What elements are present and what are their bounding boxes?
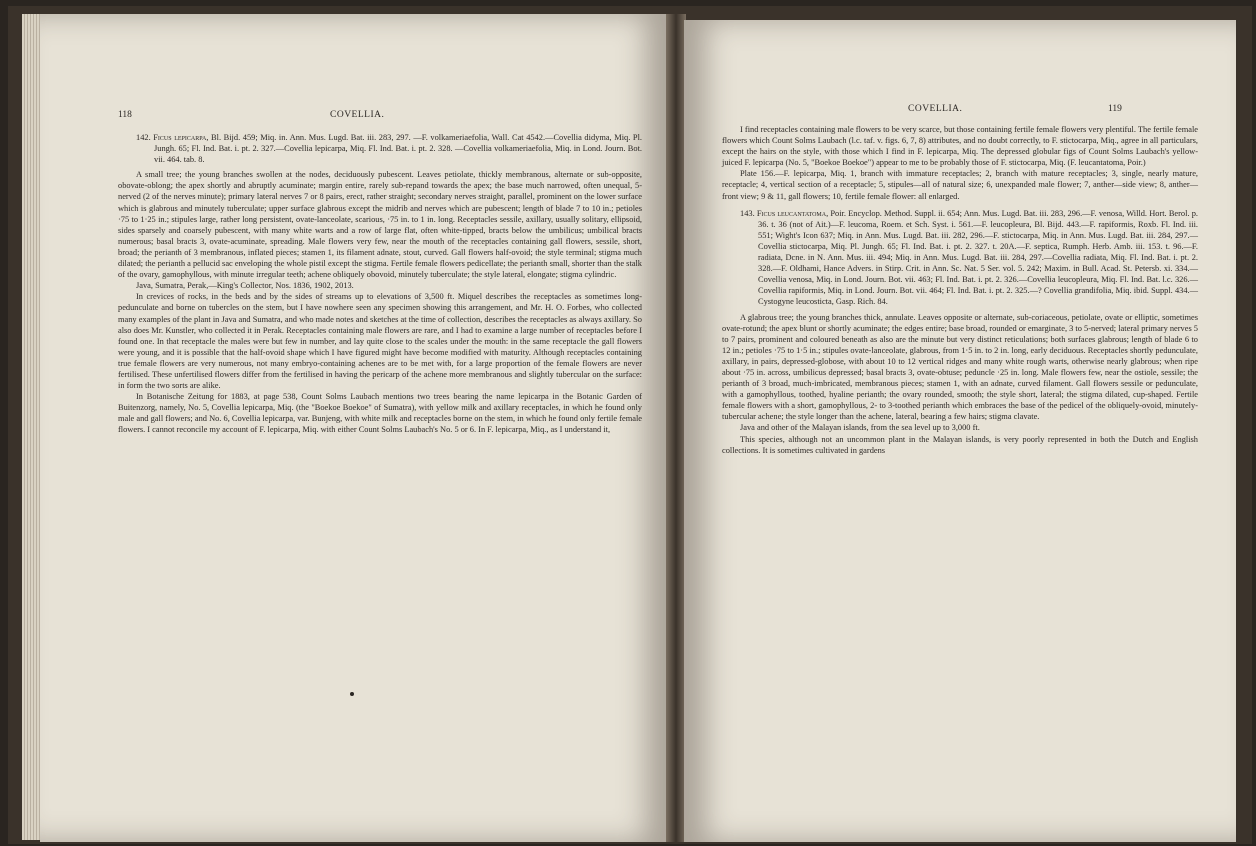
right-text-block bbox=[722, 124, 1198, 456]
description-paragraph: A small tree; the young branches swollen at the nodes, deciduously pubescent. Leaves petiolate, thickly membranous, alternate or sub-opposite, obovate-oblong; the apex shortly and abruptly acuminate; margin entire, rarely sub-repand towards the apex; the base much narrowed, often unequal, 5-nerved (2 of the nerves minute); primary lateral nerves 7 or 8 pairs, erect, rather straight; secondary nerves straight, parallel, prominent on the lower surface which is glabrous and minutely tuberculate; upper surface glabrous except the midrib and nerves which are pubescent; length of blade 7 to 10 in.; petioles ·75 to 1·25 in.; stipules large, rather long persistent, ovate-lanceolate, scarious, ·75 in. to 1 in. long. Receptacles sessile, axillary, usually solitary, ellipsoid, sides sparsely and coarsely pubescent, with many white warts and a row of large flat, often white-tipped, bracts below the umbilicus; umbilical bracts numerous; basal bracts 3, ovate-acuminate, spreading. Male flowers very few, near the mouth of the receptacles containing gall flowers, sessile, short, broad; the perianth of 3 membranous, inflated pieces; stamen 1, its filament adnate, stout, curved. Gall flowers half-ovoid; the style terminal; stigma much dilated; the perianth a pellucid sac enveloping the whole pistil except the stigma. Fertile female flowers pedicellate; the perianth small, shorter than the stalk of the ovary, gamophyllous, with minute irregular teeth; achene obliquely obovoid, minutely tuberculate; the style lateral, elongate; stigma cylindric. bbox=[118, 170, 642, 280]
notes-paragraph: In Botanische Zeitung for 1883, at page 538, Count Solms Laubach mentions two trees bearing the name lepicarpa in the Botanic Garden of Buitenzorg, namely, No. 5, Covellia lepicarpa, Miq. (the "Boekoe Boekoe" of Sumatra), with yellow milk and axillary receptacles, in which he found only male and gall flowers; and No. 6, Covellia lepicarpa, var. Bunjeng, with white milk and receptacles borne on the stem, in which he found only fertile female flowers. I cannot reconcile my account of F. lepicarpa, Miq. with either Count Solms Laubach's No. 5 or 6. In F. lepicarpa, Miq., as I understand it, bbox=[118, 392, 642, 435]
left-page bbox=[40, 14, 668, 842]
page-number-left: 118 bbox=[118, 110, 132, 120]
ink-dot bbox=[350, 692, 354, 696]
running-head-left: COVELLIA. bbox=[330, 110, 385, 120]
notes-paragraph: In crevices of rocks, in the beds and by the sides of streams up to elevations of 3,500 ft. Miquel describes the receptacles as sometimes long-pedunculate and borne on tubercles on the stem, but I have nowhere seen any specimen showing this arrangement, and Mr. H. O. Forbes, who collected many examples of the plant in Java and Sumatra, and who made notes and sketches at the time of collection, describes the receptacles as always axillary. So also does Mr. Kunstler, who collected it in Perak. Receptacles containing male flowers are rare, and I had to examine a large number of receptacles before I found one. In that receptacle the males were but few in number, and lay quite close to the scales under the mouth: in the same receptacle the gall flowers were young, and it is possible that the half-ovoid shape which I have figured might have become modified with maturity. Although receptacles containing true female flowers are very numerous, not many embryo-containing achenes are to be met with, for a large proportion of the female flowers are never fertilised. These unfertilised flowers differ from the fertilised in having the pericarp of the achene more membranous and slightly tubercular on the surface: in form the two sorts are alike. bbox=[118, 292, 642, 391]
right-page bbox=[684, 20, 1236, 842]
notes-paragraph: I find receptacles containing male flowers to be very scarce, but those containing fertile female flowers very plentiful. The fertile female flowers which Count Solms Laubach (l.c. taf. v. figs. 6, 7, 8) attributes, and no doubt correctly, to F. stictocarpa, Miq., agree in all particulars, except the hairs on the style, with those which I find in F. lepicarpa, Miq. The depressed globular figs of Count Solms Laubach's yellow-juiced F. lepicarpa (No. 5, "Boekoe Boekoe") appear to me to be probably those of F. stictocarpa, Miq. (F. leucantatoma, Poir.) bbox=[722, 125, 1198, 168]
left-text-block bbox=[118, 132, 642, 436]
species-name: Ficus leucantatoma bbox=[756, 208, 827, 218]
synonymy: , Poir. Encyclop. Method. Suppl. ii. 654; Ann. Mus. Lugd. Bat. iii. 283, 296.—F. venosa, Willd. Hort. Berol. p. 36. t. 36 (not of Ait.)—F. leucoma, Roem. et Sch. Syst. i. 561.—F. leucopleura, Bl. Bijd. 443.—F. rapiformis, Roxb. Fl. Ind. iii. 551; Wight's Icon 637; Miq. in Ann. Mus. Lugd. Bat. iii. 282, 296.—F. stictocarpa, Miq. in Ann. Mus. Lugd. Bat. iii. 284, 297.—Covellia stictocarpa, Miq. Pl. Jungh. 65; Fl. Ind. Bat. i. pt. 2. 327. t. 20A.—F. septica, Rumph. Herb. Amb. iii. 153. t. 96.—F. radiata, Dcne. in N. Ann. Mus. iii. 494; Miq. in Ann. Mus. Lugd. Bat. iii. 284, 297.—Covellia radiata, Miq. Fl. Ind. Bat. i. pt. 2. 328.—F. Oldhami, Hance Advers. in Stirp. Crit. in Ann. Sc. Nat. 5 Ser. vol. 5. 242; Maxim. in Bull. Acad. St. Petersb. xi. 334.—Covellia venosa, Miq. in Lond. Journ. Bot. vii. 463; Fl. Ind. Bat. i. pt. 2. 326.—Covellia leucopleura, Miq. Fl. Ind. Bat. l.c. 326.—Covellia rapiformis, Miq. in Lond. Journ. Bot. vii. 464; Fl. Ind. Bat. i. pt. 2. 325.—? Covellia grandifolia, Miq. ibid. Suppl. 434.—Cystogyne leucosticta, Gasp. Rich. 84. bbox=[758, 208, 1198, 307]
notes-paragraph: This species, although not an uncommon plant in the Malayan islands, is very poorly represented in both the Dutch and English collections. It is sometimes cultivated in gardens bbox=[722, 434, 1198, 455]
entry-number: 142. bbox=[136, 133, 151, 142]
book-gutter bbox=[666, 14, 686, 842]
running-head-right: COVELLIA. bbox=[908, 104, 963, 114]
page-number-right: 119 bbox=[1108, 104, 1122, 114]
distribution-paragraph: Java, Sumatra, Perak,—King's Collector, Nos. 1836, 1902, 2013. bbox=[136, 281, 354, 291]
species-entry-143 bbox=[722, 208, 1198, 308]
species-name: Ficus lepicarpa bbox=[153, 133, 207, 142]
entry-number: 143. bbox=[740, 208, 755, 218]
page-edges bbox=[22, 14, 42, 840]
distribution-paragraph: Java and other of the Malayan islands, from the sea level up to 3,000 ft. bbox=[740, 423, 980, 433]
species-entry-142 bbox=[118, 132, 642, 165]
synonymy: , Bl. Bijd. 459; Miq. in. Ann. Mus. Lugd. Bat. iii. 283, 297. —F. volkameriaefolia, Wall. Cat 4542.—Covellia didyma, Miq. Pl. Jungh. 65; Fl. Ind. Bat. i. pt. 2. 327.—Covellia lepicarpa, Miq. Fl. Ind. Bat. i. pt. 2. 328. —Covellia volkameriaefolia, Miq. in Lond. Journ. Bot. vii. 464. tab. 8. bbox=[154, 133, 642, 165]
description-paragraph: A glabrous tree; the young branches thick, annulate. Leaves opposite or alternate, sub-coriaceous, petiolate, ovate or elliptic, sometimes ovate-rotund; the apex blunt or shortly acuminate; the edges entire; base broad, rounded or emarginate, 3 to 5-nerved; lateral primary nerves 5 to 7 pairs, prominent and coloured beneath as also are the minute but very distinct reticulations; both surfaces glabrous; length of blade 6 to 12 in.; petioles ·75 to 1·5 in.; stipules ovate-lanceolate, glabrous, from 1·5 in. to 2 in. long, early deciduous. Receptacles shortly pedunculate, axillary, in pairs, depressed-globose, with about 10 to 12 vertical ridges and many white rough warts, otherwise nearly glabrous; when ripe about ·75 in. across, umbilicus depressed; basal bracts 3, ovate-obtuse; peduncle ·25 in. long. Male flowers few, near the ostiole, sessile; the perianth of 3 broad, much-imbricated, membranous pieces; stamen 1, with an adnate, curved filament. Gall flowers sessile or pedunculate, with a gamophyllous, toothed, hyaline perianth; the ovary rounded, smooth; the style short, lateral; the stigma dilated, cup-shaped. Fertile female flowers with a short, gamophyllous, 2- to 3-toothed perianth which embraces the base of the pedicel of the obliquely-ovoid, minutely-tubercular achene; the style longer than the achene, lateral, bearing a few hairs; stigma clavate. bbox=[722, 312, 1198, 422]
plate-caption: Plate 156.—F. lepicarpa, Miq. 1, branch with immature receptacles; 2, branch with mature receptacles; 3, single, nearly mature, receptacle; 4, vertical section of a receptacle; 5, stipules—all of natural size; 6, unexpanded male flower; 7, anther—side view; 8, anther—front view; 9 & 11, gall flowers; 10, fertile female flower: all enlarged. bbox=[722, 169, 1198, 201]
